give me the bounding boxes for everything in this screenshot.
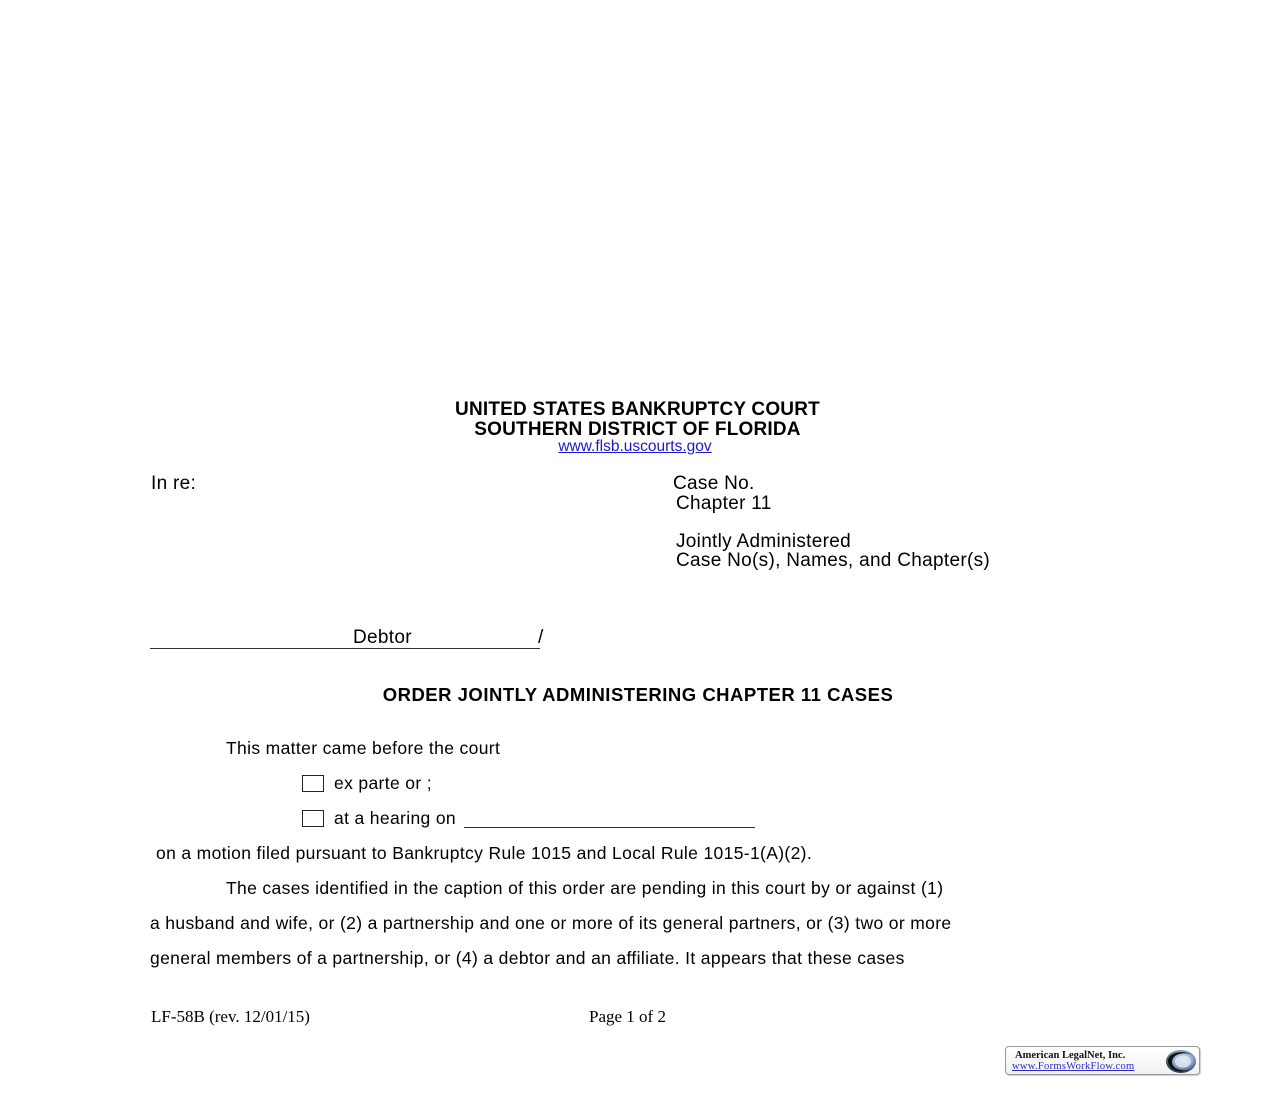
case-number-label: Case No.	[673, 473, 755, 494]
chapter-label: Chapter 11	[676, 493, 772, 514]
court-name: UNITED STATES BANKRUPTCY COURT	[455, 399, 820, 420]
paragraph-line: general members of a partnership, or (4) a debtor and an affiliate. It appears that these cases	[150, 948, 905, 968]
debtor-slash: /	[538, 627, 544, 648]
paragraph-line: The cases identified in the caption of this order are pending in this court by or against (1)	[226, 878, 944, 898]
badge-company-name: American LegalNet, Inc.	[1015, 1050, 1126, 1061]
hearing-date-field[interactable]	[464, 810, 755, 828]
in-re-label: In re:	[151, 473, 197, 494]
case-numbers-names-label: Case No(s), Names, and Chapter(s)	[676, 550, 991, 571]
debtor-name-field[interactable]	[150, 627, 540, 649]
order-title: ORDER JOINTLY ADMINISTERING CHAPTER 11 CASES	[382, 684, 894, 705]
motion-text: on a motion filed pursuant to Bankruptcy Rule 1015 and Local Rule 1015-1(A)(2).	[156, 843, 813, 863]
debtor-label: Debtor	[353, 627, 412, 648]
hearing-label: at a hearing on	[334, 808, 457, 828]
court-district: SOUTHERN DISTRICT OF FLORIDA	[474, 419, 801, 440]
court-website-link[interactable]: www.flsb.uscourts.gov	[558, 438, 712, 455]
american-legalnet-badge[interactable]	[1005, 1046, 1200, 1075]
form-id: LF-58B (rev. 12/01/15)	[151, 1007, 310, 1026]
hearing-checkbox[interactable]	[302, 810, 324, 827]
paragraph-line: a husband and wife, or (2) a partnership and one or more of its general partners, or (3) two or more	[150, 913, 952, 933]
ex-parte-checkbox[interactable]	[302, 775, 324, 792]
intro-text: This matter came before the court	[226, 738, 501, 758]
page-number: Page 1 of 2	[589, 1007, 666, 1026]
badge-url-link[interactable]: www.FormsWorkFlow.com	[1012, 1061, 1135, 1072]
ex-parte-label: ex parte or ;	[334, 773, 432, 793]
option-ex-parte	[302, 773, 432, 794]
globe-swirl-logo-icon	[1162, 1049, 1198, 1074]
jointly-administered-label: Jointly Administered	[676, 531, 851, 552]
option-hearing	[302, 808, 755, 829]
